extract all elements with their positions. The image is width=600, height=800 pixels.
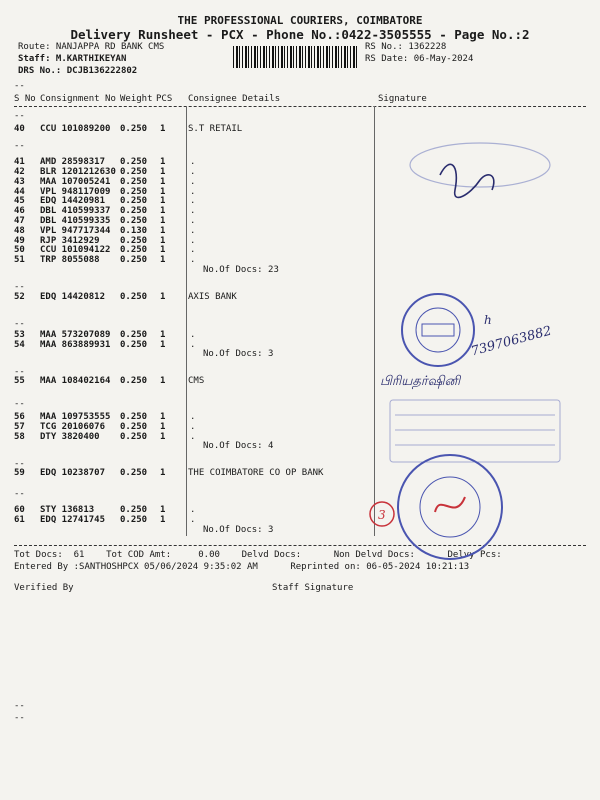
row-consignment: MAA 108402164: [40, 376, 111, 386]
header-rule: [14, 106, 586, 107]
staff-label: Staff: M.KARTHIKEYAN: [18, 54, 127, 64]
totals-line: Tot Docs: 61 Tot COD Amt: 0.00 Delvd Docs: Non Delvd Docs: Delvy Pcs:: [14, 550, 502, 560]
row-weight: 0.250: [120, 432, 148, 442]
row-pcs: 1: [160, 376, 166, 386]
row-weight: 0.250: [120, 340, 148, 350]
row-weight: 0.250: [120, 468, 148, 478]
row-weight: 0.250: [120, 515, 148, 525]
row-consignment: CCU 101089200: [40, 124, 111, 134]
row-sno: 41: [14, 157, 25, 167]
row-pcs: 1: [160, 177, 166, 187]
row-pcs: 1: [160, 226, 166, 236]
row-consignee: S.T RETAIL: [188, 124, 243, 134]
row-consignment: TCG 20106076: [40, 422, 106, 432]
row-sno: 44: [14, 187, 25, 197]
row-weight: 0.250: [120, 124, 148, 134]
row-consignment: EDQ 14420981: [40, 196, 106, 206]
route-label: Route: NANJAPPA RD BANK CMS: [18, 42, 165, 52]
row-pcs: 1: [160, 292, 166, 302]
row-pcs: 1: [160, 515, 166, 525]
row-weight: 0.250: [120, 330, 148, 340]
row-pcs: 1: [160, 124, 166, 134]
row-consignment: EDQ 14420812: [40, 292, 106, 302]
row-pcs: 1: [160, 412, 166, 422]
handwritten-phone: 7397063882: [469, 323, 554, 360]
row-sno: 47: [14, 216, 25, 226]
row-pcs: 1: [160, 196, 166, 206]
signature-mark: h: [484, 313, 492, 327]
row-sno: 59: [14, 468, 25, 478]
row-sno: 45: [14, 196, 25, 206]
row-pcs: 1: [160, 206, 166, 216]
row-weight: 0.250: [120, 255, 148, 265]
row-weight: 0.250: [120, 206, 148, 216]
row-pcs: 1: [160, 255, 166, 265]
row-weight: 0.250: [120, 167, 148, 177]
row-dot: .: [190, 412, 196, 422]
row-weight: 0.250: [120, 236, 148, 246]
row-sno: 43: [14, 177, 25, 187]
row-consignment: MAA 863889931: [40, 340, 111, 350]
row-dot: .: [190, 196, 196, 206]
row-separator: --: [14, 282, 25, 292]
docs-count: No.Of Docs: 4: [203, 441, 274, 451]
row-consignment: DBL 410599335: [40, 216, 111, 226]
row-sno: 42: [14, 167, 25, 177]
row-dot: .: [190, 422, 196, 432]
row-dot: .: [190, 432, 196, 442]
row-dot: .: [190, 177, 196, 187]
col-consignment: Consignment No: [40, 94, 116, 104]
row-dot: .: [190, 505, 196, 515]
st-retail-stamp: [380, 135, 560, 235]
row-weight: 0.250: [120, 187, 148, 197]
row-sno: 56: [14, 412, 25, 422]
row-sno: 51: [14, 255, 25, 265]
row-weight: 0.250: [120, 245, 148, 255]
row-consignment: MAA 109753555: [40, 412, 111, 422]
row-separator: --: [14, 111, 25, 121]
col-pcs: PCS: [156, 94, 173, 104]
signature-column-line: [374, 106, 375, 536]
row-dot: .: [190, 245, 196, 255]
verified-by-label: Verified By: [14, 583, 74, 593]
col-signature: Signature: [378, 94, 427, 104]
row-separator: --: [14, 399, 25, 409]
row-consignee: AXIS BANK: [188, 292, 237, 302]
docs-count: No.Of Docs: 23: [203, 265, 279, 275]
row-sno: 61: [14, 515, 25, 525]
row-weight: 0.250: [120, 412, 148, 422]
row-consignment: MAA 573207089: [40, 330, 111, 340]
row-separator: --: [14, 319, 25, 329]
row-consignee: THE COIMBATORE CO OP BANK: [188, 468, 324, 478]
row-sno: 55: [14, 376, 25, 386]
row-weight: 0.250: [120, 216, 148, 226]
row-dot: .: [190, 167, 196, 177]
row-sno: 52: [14, 292, 25, 302]
row-sno: 50: [14, 245, 25, 255]
row-dot: .: [190, 515, 196, 525]
row-consignment: AMD 28598317: [40, 157, 106, 167]
docs-count: No.Of Docs: 3: [203, 349, 274, 359]
row-separator: --: [14, 459, 25, 469]
row-weight: 0.250: [120, 196, 148, 206]
row-weight: 0.250: [120, 422, 148, 432]
row-weight: 0.250: [120, 376, 148, 386]
row-consignment: STY 136813: [40, 505, 95, 515]
row-consignee: CMS: [188, 376, 205, 386]
row-consignment: BLR 1201212630: [40, 167, 116, 177]
row-sno: 49: [14, 236, 25, 246]
row-weight: 0.130: [120, 226, 148, 236]
runsheet-page: THE PROFESSIONAL COURIERS, COIMBATORE Delivery Runsheet - PCX - Phone No.:0422-3505555 - Page No.:2 Route: NANJAPPA RD BANK CMS Staff: M.KARTHIKEYAN DRS No.: DCJB136222802 RS No.: 1362228 RS Date: 06-May-2024 -- S No Consignment No Weight PCS Consignee Details Signature -- -- -- -- -- -- -- -- 40 CCU 101089200 0.250 1 S.T RETAIL 41 AMD 28598317 0.250 1 . 42 BLR 1201212630 0.250 1 . 43 MAA 107005241 0.250 1 . 44 VPL 948117009 0.250 1 . 45 EDQ 14420981 0.250 1 . 46 DBL 410599337 0.250 1 . 47 DBL 410599335 0.250 1 . 48 VPL 947717344 0.130 1 . 49 RJP 3412929 0.250 1 . 50 CCU 101094122 0.250 1 . 51 TRP 8055088 0.250 1 . No.Of Docs: 23 52 EDQ 14420812 0.250 1 AXIS BANK 53 MAA 573207089 0.250 1 . 54 MAA 863889931 0.250 1 . No.Of Docs: 3 55 MAA 108402164 0.250 1 CMS 56 MAA 109753555 0.250 1 . 57 TCG 20106076 0.250 1 . 58 DTY 3820400 0.250 1 . No.Of Docs: 4 59 EDQ 10238707 0.250 1 THE COIMBATORE CO OP BANK 60 STY 136813 0.250 1 . 61 EDQ 12741745 0.250 1 . No.Of Docs: 3 Tot Docs: 61 Tot COD Amt: 0.00 Delvd Docs: Non Delvd Docs: Delvy Pcs: Entered By :SANTHOSHPCX 05/06/2024 9:35:02 AM Reprinted on: 06-05-2024 10:21:13 Verified By Staff Signature -- -- h 7397063882 பிரியதர்ஷினி 3: [0, 0, 600, 800]
rs-number: RS No.: 1362228: [365, 42, 447, 52]
row-sno: 60: [14, 505, 25, 515]
row-separator: --: [14, 141, 25, 151]
row-sno: 54: [14, 340, 25, 350]
tamil-signature: பிரியதர்ஷினி: [380, 374, 461, 389]
row-pcs: 1: [160, 505, 166, 515]
row-pcs: 1: [160, 157, 166, 167]
row-sno: 53: [14, 330, 25, 340]
row-dot: .: [190, 330, 196, 340]
row-dot: .: [190, 206, 196, 216]
row-pcs: 1: [160, 330, 166, 340]
staff-signature-label: Staff Signature: [272, 583, 354, 593]
row-dot: .: [190, 187, 196, 197]
row-weight: 0.250: [120, 177, 148, 187]
row-consignment: EDQ 12741745: [40, 515, 106, 525]
row-sno: 48: [14, 226, 25, 236]
col-sno: S No: [14, 94, 36, 104]
row-consignment: VPL 947717344: [40, 226, 111, 236]
row-consignment: DTY 3820400: [40, 432, 100, 442]
row-sno: 46: [14, 206, 25, 216]
circled-number-text: 3: [378, 508, 386, 522]
row-separator: --: [14, 489, 25, 499]
row-pcs: 1: [160, 468, 166, 478]
row-dot: .: [190, 340, 196, 350]
row-weight: 0.250: [120, 157, 148, 167]
row-consignment: EDQ 10238707: [40, 468, 106, 478]
row-pcs: 1: [160, 187, 166, 197]
row-weight: 0.250: [120, 505, 148, 515]
coop-bank-stamp: [395, 452, 505, 562]
row-pcs: 1: [160, 236, 166, 246]
axis-bank-stamp: [398, 290, 478, 370]
row-consignment: CCU 101094122: [40, 245, 111, 255]
row-separator: --: [14, 367, 25, 377]
row-consignment: MAA 107005241: [40, 177, 111, 187]
col-weight: Weight: [120, 94, 153, 104]
row-sno: 57: [14, 422, 25, 432]
row-dot: .: [190, 226, 196, 236]
rs-date: RS Date: 06-May-2024: [365, 54, 474, 64]
row-sno: 40: [14, 124, 25, 134]
row-pcs: 1: [160, 167, 166, 177]
row-pcs: 1: [160, 422, 166, 432]
row-dot: .: [190, 236, 196, 246]
company-name: THE PROFESSIONAL COURIERS, COIMBATORE: [177, 14, 423, 27]
row-weight: 0.250: [120, 292, 148, 302]
row-pcs: 1: [160, 245, 166, 255]
row-dot: .: [190, 157, 196, 167]
row-pcs: 1: [160, 340, 166, 350]
row-dot: .: [190, 216, 196, 226]
entered-by-line: Entered By :SANTHOSHPCX 05/06/2024 9:35:02 AM Reprinted on: 06-05-2024 10:21:13: [14, 562, 470, 572]
row-consignment: RJP 3412929: [40, 236, 100, 246]
consignee-column-line: [186, 106, 187, 536]
row-dot: .: [190, 255, 196, 265]
row-pcs: 1: [160, 216, 166, 226]
row-sno: 58: [14, 432, 25, 442]
row-consignment: DBL 410599337: [40, 206, 111, 216]
barcode: [233, 46, 358, 68]
drs-number: DRS No.: DCJB136222802: [18, 66, 138, 76]
runsheet-title: Delivery Runsheet - PCX - Phone No.:0422-3505555 - Page No.:2: [70, 27, 530, 42]
row-consignment: TRP 8055088: [40, 255, 100, 265]
row-pcs: 1: [160, 432, 166, 442]
col-consignee: Consignee Details: [188, 94, 281, 104]
docs-count: No.Of Docs: 3: [203, 525, 274, 535]
row-consignment: VPL 948117009: [40, 187, 111, 197]
